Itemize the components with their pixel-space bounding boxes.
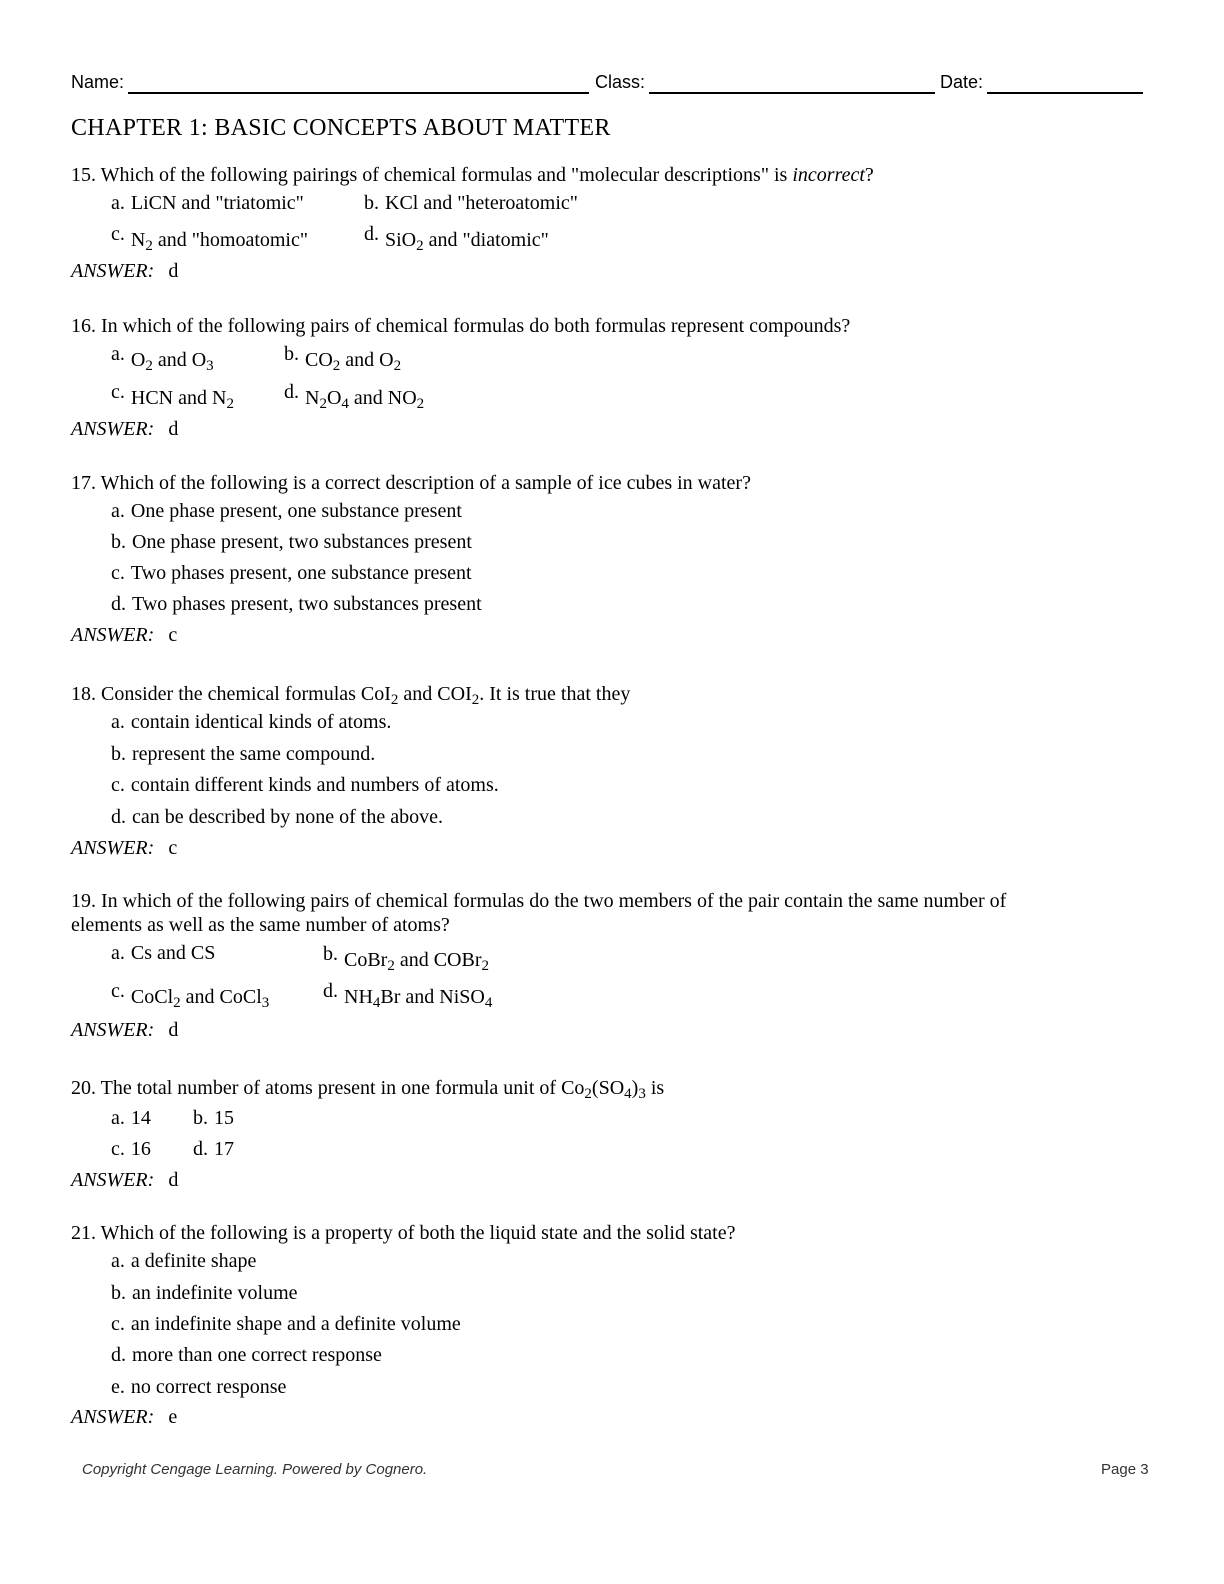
choice-21a [111,1251,256,1271]
question-text: Consider the chemical formulas CoI [101,683,391,705]
name-label: Name: [71,72,125,92]
formula: and O [152,349,207,371]
choice-letter: a. [111,343,125,365]
question-number: 19. [71,890,96,912]
question-text-end: ? [864,164,874,186]
choice-16c [111,381,234,412]
choice-letter: c. [111,223,125,245]
choice-19b [323,943,490,974]
answer-15 [71,261,178,281]
question-text: (SO [591,1077,625,1099]
choice-17d [111,594,482,614]
answer-16 [71,419,178,439]
question-19-line-2 [71,915,450,935]
class-label: Class: [595,72,646,92]
choice-text: contain different kinds and numbers of atoms. [130,774,499,796]
choice-letter: d. [193,1138,208,1160]
formula: CoCl [130,986,174,1008]
choice-text: contain identical kinds of atoms. [130,711,392,733]
choice-text: 17 [214,1138,234,1160]
choice-18a [111,712,391,732]
choice-text: a definite shape [130,1250,257,1272]
question-text: The total number of atoms present in one formula unit of Co [100,1077,585,1099]
choice-letter: d. [111,593,126,615]
name-blank-line [128,92,589,94]
choice-18b [111,744,375,764]
subscript: 2 [226,395,234,412]
question-text: ) [631,1077,639,1099]
subscript: 4 [624,1085,632,1102]
choice-text: can be described by none of the above. [132,806,443,828]
choice-letter: c. [111,381,125,403]
answer-value: e [168,1406,178,1428]
answer-21 [71,1407,177,1427]
formula: SiO [385,229,417,251]
choice-letter: d. [364,223,379,245]
choice-21b [111,1283,298,1303]
answer-label: ANSWER: [71,624,155,646]
choice-text: and "diatomic" [423,229,549,251]
question-15 [71,165,874,185]
formula: and O [340,349,394,371]
formula: NH [344,986,373,1008]
choice-20c [111,1139,151,1159]
choice-text: and "homoatomic" [152,229,309,251]
question-16 [71,316,850,336]
subscript: 2 [390,691,399,708]
choice-letter: a. [111,500,125,522]
footer-copyright: Copyright Cengage Learning. Powered by Cognero. [82,1461,428,1478]
choice-20d [193,1139,234,1159]
subscript: 3 [206,357,214,374]
choice-21c [111,1314,461,1334]
student-info-header [71,70,1143,96]
question-number: 21. [71,1222,96,1244]
choice-19c [111,980,270,1011]
question-number: 17. [71,472,96,494]
formula: O [326,387,342,409]
subscript: 3 [261,994,270,1011]
subscript: 2 [584,1085,592,1102]
answer-value: d [168,260,179,282]
question-text: elements as well as the same number of atoms? [71,914,450,936]
class-blank-line [649,92,935,94]
choice-letter: b. [111,743,126,765]
question-19 [71,891,1006,911]
subscript: 2 [416,237,424,254]
choice-text: represent the same compound. [132,743,376,765]
choice-15d [364,223,549,254]
choice-17b [111,532,472,552]
answer-value: c [168,624,178,646]
subscript: 2 [145,357,153,374]
choice-letter: c. [111,1313,125,1335]
subscript: 4 [372,994,381,1011]
answer-label: ANSWER: [71,837,155,859]
question-text: is [645,1077,665,1099]
choice-21e [111,1377,286,1397]
choice-text: Two phases present, one substance present [130,562,472,584]
page-number: Page 3 [1101,1461,1149,1478]
choice-text: LiCN and "triatomic" [130,192,304,214]
subscript: 2 [481,957,490,974]
answer-value: d [168,418,179,440]
choice-15b [364,193,578,213]
question-number: 20. [71,1077,96,1099]
answer-label: ANSWER: [71,260,155,282]
question-text: In which of the following pairs of chemical formulas do the two members of the pair contain the same number of [101,890,1007,912]
formula: CO [305,349,333,371]
date-label: Date: [940,72,984,92]
formula: HCN and N [130,387,227,409]
choice-text: an indefinite volume [132,1282,298,1304]
choice-letter: d. [111,1344,126,1366]
question-number: 16. [71,315,96,337]
question-text: In which of the following pairs of chemical formulas do both formulas represent compounds? [101,315,851,337]
answer-value: d [168,1169,179,1191]
choice-letter: e. [111,1376,125,1398]
chapter-title: CHAPTER 1: BASIC CONCEPTS ABOUT MATTER [71,115,611,141]
question-18 [71,683,631,708]
choice-20b [193,1108,234,1128]
subscript: 2 [319,395,327,412]
subscript: 2 [393,357,402,374]
choice-text: more than one correct response [132,1344,382,1366]
choice-letter: c. [111,1138,125,1160]
formula: N [130,229,146,251]
question-21 [71,1223,736,1243]
choice-text: KCl and "heteroatomic" [385,192,578,214]
choice-letter: b. [193,1107,208,1129]
choice-letter: d. [111,806,126,828]
choice-text: One phase present, one substance present [130,500,462,522]
answer-20 [71,1170,178,1190]
date-blank-line [987,92,1143,94]
formula: N [305,387,320,409]
question-emphasis: incorrect [792,164,865,186]
choice-letter: b. [111,531,126,553]
answer-label: ANSWER: [71,1019,155,1041]
formula: and CoCl [180,986,262,1008]
choice-16a [111,343,214,374]
choice-17c [111,563,472,583]
choice-letter: a. [111,192,125,214]
formula: and NO [348,387,417,409]
choice-17a [111,501,462,521]
subscript: 2 [332,357,341,374]
choice-text: 16 [130,1138,151,1160]
choice-16d [284,381,425,412]
choice-letter: b. [284,343,299,365]
choice-text: an indefinite shape and a definite volume [130,1313,461,1335]
choice-letter: a. [111,711,125,733]
choice-letter: b. [364,192,379,214]
question-17 [71,473,751,493]
formula: and COBr [394,949,482,971]
answer-18 [71,838,177,858]
choice-16b [284,343,402,374]
choice-text: Cs and CS [130,942,216,964]
formula: O [130,349,146,371]
subscript: 2 [145,237,153,254]
choice-19d [323,980,493,1011]
choice-19a [111,943,215,963]
answer-label: ANSWER: [71,1169,155,1191]
choice-text: One phase present, two substances present [132,531,472,553]
choice-letter: d. [284,381,299,403]
choice-letter: c. [111,980,125,1002]
choice-18d [111,807,443,827]
answer-label: ANSWER: [71,1406,155,1428]
question-text: Which of the following pairings of chemical formulas and "molecular descriptions" is [100,164,793,186]
answer-17 [71,625,177,645]
question-text: Which of the following is a correct description of a sample of ice cubes in water? [100,472,751,494]
answer-label: ANSWER: [71,418,155,440]
answer-value: c [168,837,178,859]
question-20 [71,1077,665,1102]
subscript: 4 [484,994,493,1011]
answer-value: d [168,1019,179,1041]
question-text: and COI [398,683,472,705]
answer-19 [71,1020,178,1040]
formula: Br and NiSO [380,986,485,1008]
choice-letter: b. [323,943,338,965]
subscript: 2 [416,395,425,412]
formula: CoBr [344,949,388,971]
choice-15a [111,193,304,213]
subscript: 2 [387,957,395,974]
choice-text: Two phases present, two substances present [132,593,482,615]
choice-letter: d. [323,980,338,1002]
question-text: . It is true that they [479,683,631,705]
subscript: 4 [341,395,349,412]
question-number: 15. [71,164,96,186]
choice-letter: c. [111,774,125,796]
choice-18c [111,775,499,795]
choice-letter: b. [111,1282,126,1304]
choice-letter: a. [111,1107,125,1129]
subscript: 2 [173,994,181,1011]
choice-letter: c. [111,562,125,584]
question-text: Which of the following is a property of both the liquid state and the solid state? [100,1222,736,1244]
subscript: 3 [638,1085,646,1102]
choice-20a [111,1108,151,1128]
choice-text: 15 [214,1107,234,1129]
question-number: 18. [71,683,96,705]
choice-letter: a. [111,942,125,964]
subscript: 2 [471,691,480,708]
choice-letter: a. [111,1250,125,1272]
choice-text: 14 [130,1107,151,1129]
choice-text: no correct response [130,1376,287,1398]
choice-15c [111,223,309,254]
choice-21d [111,1345,382,1365]
